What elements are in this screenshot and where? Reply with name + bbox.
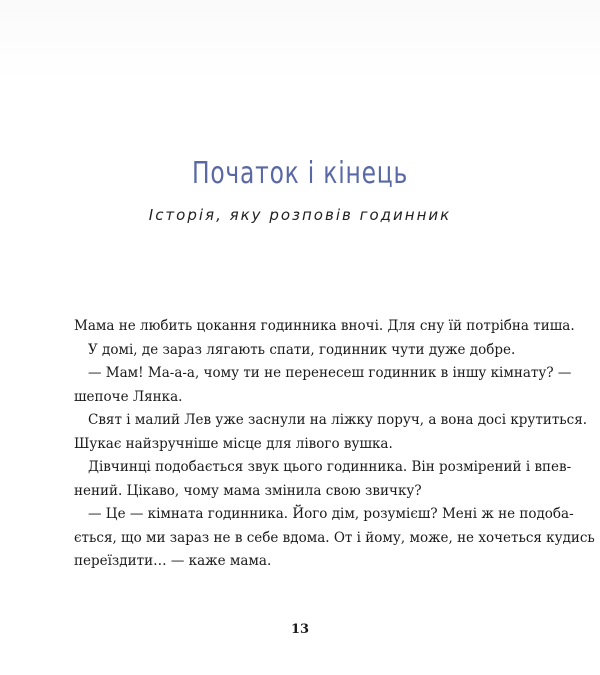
text-line: ється, що ми зараз не в себе вдома. От і йому, може, не хочеться кудись	[74, 529, 595, 546]
text-line: переїздити… — каже мама.	[74, 553, 272, 569]
text-line: нений. Цікаво, чому мама змінила свою звичку?	[74, 482, 422, 499]
text-line: — Мам! Ма-а-а, чому ти не перенесеш годинник в іншу кімнату? —	[88, 365, 572, 381]
text-line: — Це — кімната годинника. Його дім, розумієш? Мені ж не подоба-	[88, 506, 574, 522]
text-line: У домі, де зараз лягають спати, годинник чути дуже добре.	[88, 341, 516, 358]
chapter-title: Початок і кінець	[191, 156, 409, 191]
page-number: 13	[290, 622, 310, 637]
chapter-subtitle: Історія, яку розповів годинник	[148, 206, 452, 224]
text-line: Свят і малий Лев уже заснули на ліжку поруч, а вона досі крутиться.	[88, 412, 588, 428]
text-line: Дівчинці подобається звук цього годинника. Він розмірений і впев-	[88, 459, 572, 475]
text-line: Мама не любить цокання годинника вночі. Для сну їй потрібна тиша.	[74, 318, 575, 334]
body-text	[74, 315, 595, 574]
text-line: шепоче Лянка.	[74, 388, 183, 405]
text-line: Шукає найзручніше місце для лівого вушка.	[74, 435, 393, 452]
